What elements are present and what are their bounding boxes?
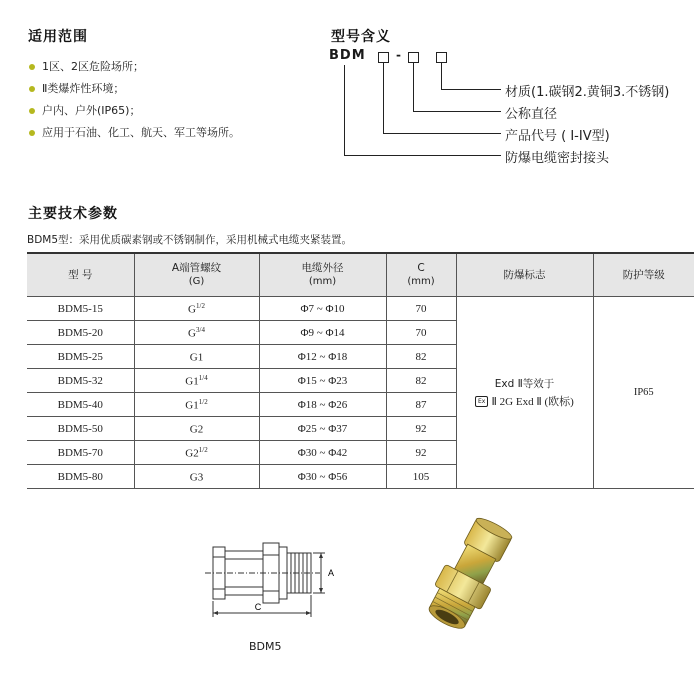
cell-cable: Φ7 ~ Φ10 <box>259 297 386 321</box>
technical-drawing <box>195 525 345 635</box>
cell-c: 82 <box>386 369 456 393</box>
params-title: 主要技术参数 <box>28 206 118 222</box>
params-table <box>27 252 694 489</box>
cell-model: BDM5-15 <box>27 297 134 321</box>
dim-a-label: A <box>328 568 335 578</box>
col-header-model: 型 号 <box>27 253 134 297</box>
meaning-diameter: 公称直径 <box>505 107 558 122</box>
placeholder-box-diameter <box>408 52 419 63</box>
ex-icon: Ex <box>475 396 488 407</box>
cell-thread: $G^{3/4}$ <box>134 321 259 345</box>
bullet-icon <box>29 130 35 136</box>
scope-item: 1区、2区危险场所； <box>28 56 240 78</box>
cell-thread: $G2^{1/2}$ <box>134 441 259 465</box>
cell-model: BDM5-32 <box>27 369 134 393</box>
cell-cable: Φ18 ~ Φ26 <box>259 393 386 417</box>
cell-ex-mark: Exd Ⅱ等效于 Ex Ⅱ 2G Exd Ⅱ (欧标) <box>456 297 593 489</box>
bullet-icon <box>29 64 35 70</box>
meaning-material: 材质(1.碳钢2.黄铜3.不锈钢) <box>505 85 670 100</box>
cell-c: 92 <box>386 417 456 441</box>
model-title: 型号含义 <box>331 29 391 45</box>
meaning-cable-gland: 防爆电缆密封接头 <box>505 151 610 166</box>
cell-cable: Φ9 ~ Φ14 <box>259 321 386 345</box>
scope-list <box>28 56 240 144</box>
cell-c: 82 <box>386 345 456 369</box>
params-intro: BDM5型：采用优质碳素钢或不锈钢制作，采用机械式电缆夹紧装置。 <box>27 234 353 246</box>
cell-model: BDM5-40 <box>27 393 134 417</box>
model-dash: - <box>396 48 401 62</box>
cell-thread: $G1^{1/4}$ <box>134 369 259 393</box>
cell-model: BDM5-50 <box>27 417 134 441</box>
product-photo <box>405 515 525 643</box>
col-header-c: C (mm) <box>386 253 456 297</box>
model-code: BDM <box>329 48 366 63</box>
scope-item: 应用于石油、化工、航天、军工等场所。 <box>28 122 240 144</box>
col-header-ex: 防爆标志 <box>456 253 593 297</box>
scope-item: 户内、户外(IP65)； <box>28 100 240 122</box>
cell-cable: Φ15 ~ Φ23 <box>259 369 386 393</box>
cell-cable: Φ30 ~ Φ42 <box>259 441 386 465</box>
col-header-cable: 电缆外径 (mm) <box>259 253 386 297</box>
drawing-caption: BDM5 <box>249 640 282 653</box>
cell-model: BDM5-20 <box>27 321 134 345</box>
table-header-row <box>27 253 694 297</box>
cell-thread: G3 <box>134 465 259 489</box>
bullet-icon <box>29 108 35 114</box>
meaning-product-code: 产品代号 ( I-IV型) <box>505 129 610 144</box>
placeholder-box-product <box>378 52 389 63</box>
col-header-ip: 防护等级 <box>593 253 694 297</box>
cell-model: BDM5-80 <box>27 465 134 489</box>
scope-title: 适用范围 <box>28 29 88 45</box>
cell-thread: G2 <box>134 417 259 441</box>
table-row <box>27 297 694 321</box>
cell-thread: G1 <box>134 345 259 369</box>
placeholder-box-material <box>436 52 447 63</box>
cell-cable: Φ12 ~ Φ18 <box>259 345 386 369</box>
dim-c-label: C <box>254 602 262 612</box>
cell-model: BDM5-25 <box>27 345 134 369</box>
scope-item: Ⅱ类爆炸性环境； <box>28 78 240 100</box>
col-header-thread: A端管螺纹 (G) <box>134 253 259 297</box>
cell-model: BDM5-70 <box>27 441 134 465</box>
cell-c: 70 <box>386 297 456 321</box>
cell-thread: $G1^{1/2}$ <box>134 393 259 417</box>
cell-c: 70 <box>386 321 456 345</box>
cell-cable: Φ30 ~ Φ56 <box>259 465 386 489</box>
cell-c: 105 <box>386 465 456 489</box>
cell-cable: Φ25 ~ Φ37 <box>259 417 386 441</box>
cell-c: 92 <box>386 441 456 465</box>
cell-thread: $G^{1/2}$ <box>134 297 259 321</box>
cell-c: 87 <box>386 393 456 417</box>
cell-ip: IP65 <box>593 297 694 489</box>
bullet-icon <box>29 86 35 92</box>
